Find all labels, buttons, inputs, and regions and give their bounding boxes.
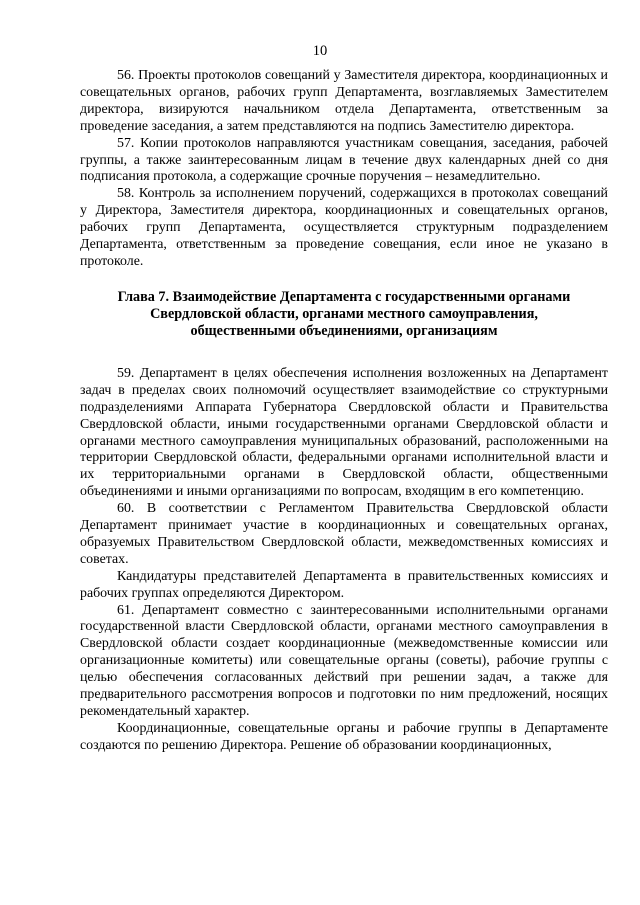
chapter-heading-line: Свердловской области, органами местного самоуправления, bbox=[150, 305, 538, 322]
paragraph-61: 61. Департамент совместно с заинтересованными исполнительными органами государственной власти Свердловской области, органами местного самоуправления в Свердловской области создает координационные (межведомственные комиссии или организационные комитеты) или совещательные органы (советы), рабочие группы с целью обеспечения согласованных действий при решении задач, а также для предварительного рассмотрения вопросов и подготовки по ним предложений, носящих рекомендательный характер. bbox=[80, 602, 608, 719]
paragraph-58: 58. Контроль за исполнением поручений, содержащихся в протоколах совещаний у Директора, Заместителя директора, координационных и совещательных органов, рабочих групп Департамента, осуществляется структурным подразделением Департамента, ответственным за проведение совещания, если иное не указано в протоколе. bbox=[80, 186, 608, 269]
paragraph-60: 60. В соответствии с Регламентом Правительства Свердловской области Департамент принимает участие в координационных и совещательных органах, образуемых Правительством Свердловской области, межведомственных комиссиях и советах. bbox=[80, 501, 608, 567]
page-number: 10 bbox=[312, 43, 328, 59]
paragraph-59: 59. Департамент в целях обеспечения исполнения возложенных на Департамент задач в пределах своих полномочий осуществляет взаимодействие со структурными подразделениями Аппарата Губернатора Свердловской области и Правительства Свердловской области, иными государственными органами Свердловской области и органами местного самоуправления муниципальных образований, расположенными на территории Свердловской области, федеральными органами исполнительной власти и их территориальными органами в Свердловской области, общественными объединениями и иными организациями по вопросам, входящим в его компетенцию. bbox=[80, 365, 608, 500]
chapter-heading bbox=[80, 289, 608, 340]
paragraph-57: 57. Копии протоколов направляются участникам совещания, заседания, рабочей группы, а также заинтересованным лицам в течение двух календарных дней со дня подписания протокола, а содержащие срочные поручения – незамедлительно. bbox=[80, 135, 608, 185]
paragraph-60-continued: Кандидатуры представителей Департамента в правительственных комиссиях и рабочих группах определяются Директором. bbox=[80, 568, 608, 601]
chapter-heading-line: общественными объединениями, организациям bbox=[190, 322, 498, 339]
chapter-heading-line: Глава 7. Взаимодействие Департамента с государственными органами bbox=[117, 288, 571, 305]
document-body bbox=[80, 68, 608, 755]
paragraph-61-continued: Координационные, совещательные органы и рабочие группы в Департаменте создаются по решению Директора. Решение об образовании координационных, bbox=[80, 720, 608, 753]
paragraph-56: 56. Проекты протоколов совещаний у Заместителя директора, координационных и совещательных органов, рабочих групп Департамента, возглавляемых Заместителем директора, визируются начальником отдела Департамента, ответственным за проведение заседания, а затем представляются на подпись Заместителю директора. bbox=[80, 68, 608, 134]
